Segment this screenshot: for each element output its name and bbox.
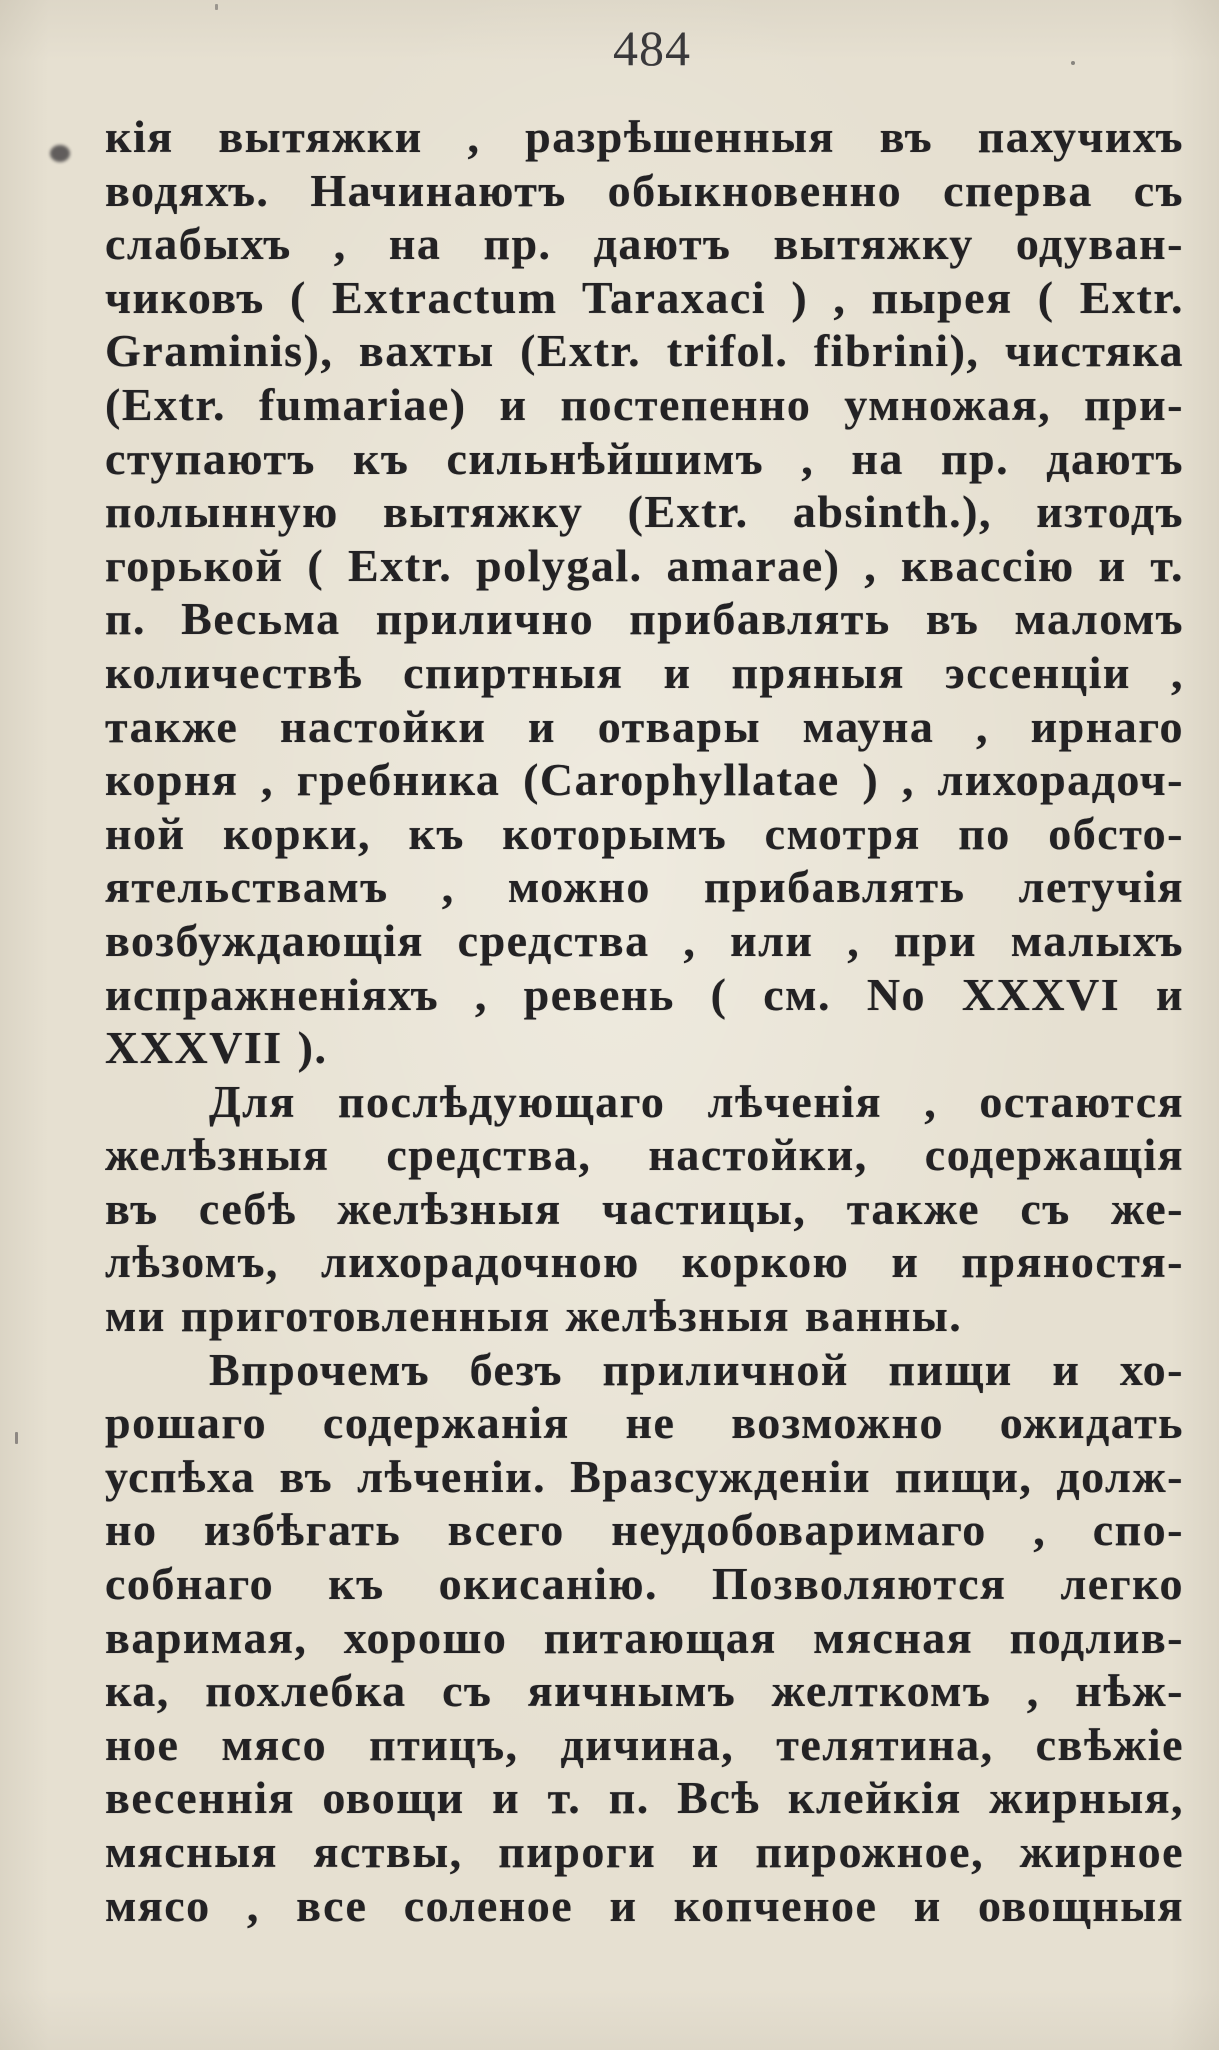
text-line: ное мясо птицъ, дичина, телятина, свѣжіе [105, 1718, 1184, 1770]
ink-spot [15, 1432, 18, 1444]
text-line: XXXVII ). [105, 1022, 328, 1074]
text-line: возбуждающія средства , или , при малыхъ [105, 914, 1184, 966]
text-line: полынную вытяжку (Extr. absinth.), изтодъ [105, 486, 1184, 538]
text-line: желѣзныя средства, настойки, содержащія [105, 1129, 1184, 1181]
text-line: рошаго содержанія не возможно ожидать [105, 1397, 1184, 1449]
text-line: слабыхъ , на пр. даютъ вытяжку одуван- [105, 218, 1184, 270]
text-line: въ себѣ желѣзныя частицы, также съ же- [105, 1182, 1184, 1234]
text-line: лѣзомъ, лихорадочною коркою и пряностя- [105, 1236, 1184, 1288]
text-line: (Extr. fumariae) и постепенно умножая, при- [105, 378, 1184, 430]
text-line: Graminis), вахты (Extr. trifol. fibrini), чистяка [105, 325, 1184, 377]
text-line: весеннія овощи и т. п. Всѣ клейкія жирныя, [105, 1772, 1184, 1824]
text-line: варимая, хорошо питающая мясная подлив- [105, 1611, 1184, 1663]
text-line: собнаго къ окисанію. Позволяются легко [105, 1558, 1184, 1610]
text-line: ка, похлебка съ яичнымъ желткомъ , нѣж- [105, 1665, 1184, 1717]
paragraph [105, 1343, 1184, 1933]
text-line: испражненіяхъ , ревень ( см. No XXXVI и [105, 968, 1184, 1020]
ink-spot [1071, 61, 1075, 65]
text-line: мясныя яствы, пироги и пирожное, жирное [105, 1826, 1184, 1877]
text-line: ной корки, къ которымъ смотря по обсто- [105, 807, 1184, 859]
paragraph [105, 110, 1184, 1075]
page-body [105, 110, 1184, 1932]
text-line: корня , гребника (Carophyllatae ) , лихорадоч- [105, 754, 1184, 806]
text-line: водяхъ. Начинаютъ обыкновенно сперва съ [105, 164, 1184, 216]
text-line: количествѣ спиртныя и пряныя эссенціи , [105, 646, 1184, 698]
ink-spot [215, 4, 218, 10]
text-line: чиковъ ( Extractum Taraxaci ) , пырея ( Extr. [105, 271, 1184, 323]
page-number: 484 [613, 20, 691, 76]
ink-spot [50, 145, 70, 162]
paragraph [105, 1075, 1184, 1343]
text-line: мясо , все соленое и копченое и овощныя [105, 1879, 1184, 1931]
text-line: кія вытяжки , разрѣшенныя въ пахучихъ [105, 111, 1184, 162]
text-line: Для послѣдующаго лѣченія , остаются [209, 1075, 1184, 1127]
text-line: ступаютъ къ сильнѣйшимъ , на пр. даютъ [105, 432, 1184, 484]
text-line: успѣха въ лѣченіи. Вразсужденіи пищи, долж- [105, 1450, 1184, 1502]
text-line: п. Весьма прилично прибавлять въ маломъ [105, 593, 1184, 645]
text-line: ятельствамъ , можно прибавлять летучія [105, 861, 1184, 913]
text-line: Впрочемъ безъ приличной пищи и хо- [209, 1343, 1184, 1395]
text-line: также настойки и отвары мауна , ирнаго [105, 700, 1184, 752]
text-line: горькой ( Extr. polygal. amarae) , квассію и т. [105, 539, 1184, 591]
text-line: но избѣгать всего неудобоваримаго , спо- [105, 1504, 1184, 1556]
text-line: ми приготовленныя желѣзныя ванны. [105, 1290, 963, 1342]
